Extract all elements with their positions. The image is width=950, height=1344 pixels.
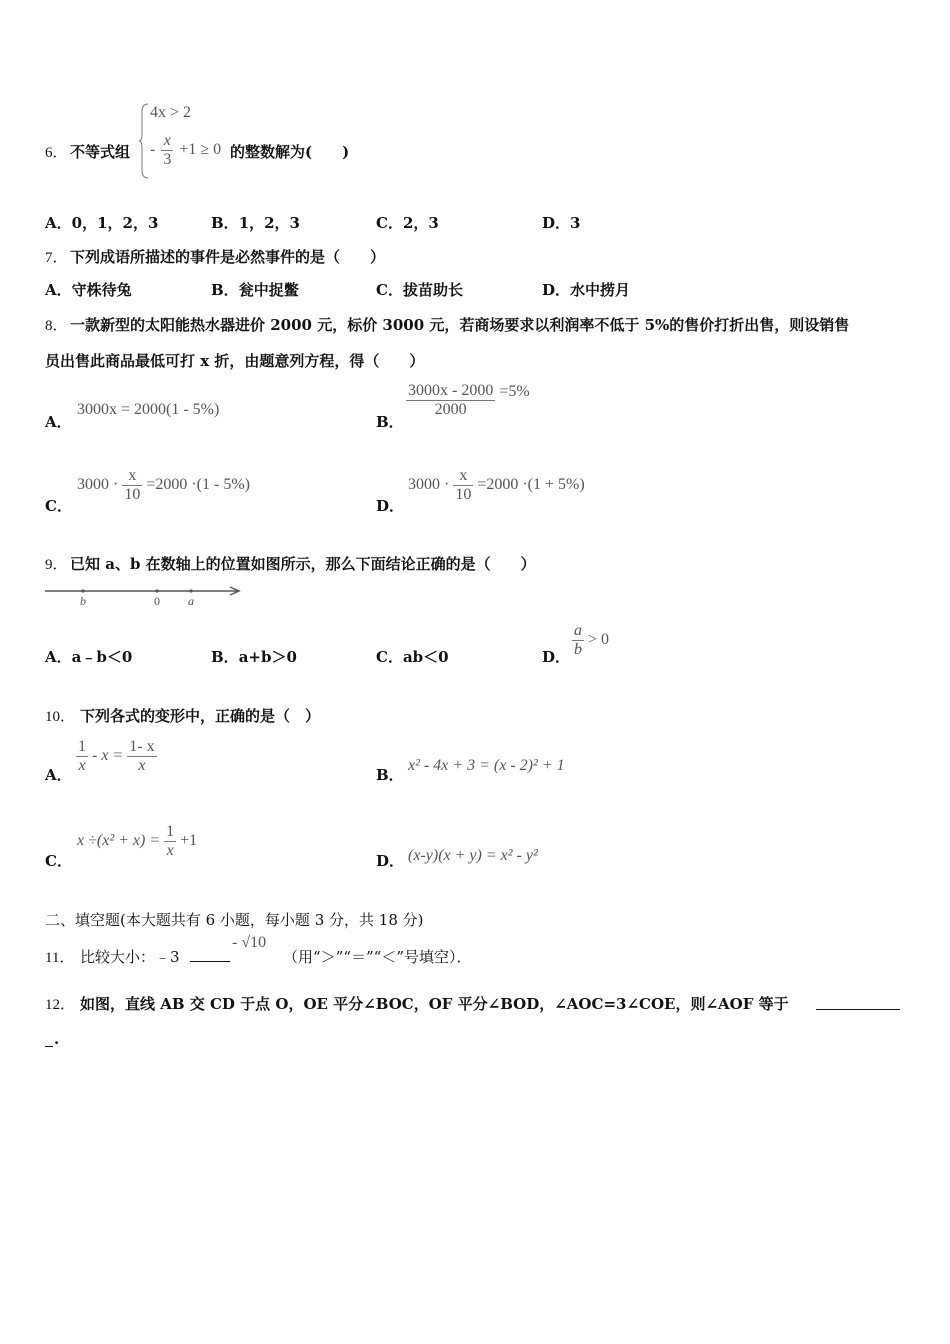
q7-option-a[interactable]: A．守株待兔 [45, 281, 132, 299]
q8-option-b-label[interactable]: B． [376, 413, 404, 431]
q6-option-a[interactable]: A．0，1，2，3 [45, 214, 159, 232]
q7-option-b[interactable]: B．瓮中捉鳖 [211, 281, 299, 299]
q10-option-d-label[interactable]: D． [376, 852, 405, 870]
q11-expr: - √10 [232, 934, 267, 951]
q6-option-b[interactable]: B．1，2，3 [211, 214, 300, 232]
point-zero-label: 0 [154, 594, 160, 606]
q6-option-c[interactable]: C．2，3 [376, 214, 439, 232]
q11-stem-post: （用“＞”“＝”“＜”号填空）． [283, 948, 472, 966]
point-b-label: b [80, 594, 86, 606]
q8-option-d-expr: 3000 · $\frac{x}{10}$ =2000 ·(1 + 5%) [408, 467, 585, 503]
q9-option-b[interactable]: B．a+b＞0 [211, 648, 297, 666]
q8-option-c-expr: 3000 · $\frac{x}{10}$ =2000 ·(1 - 5%) [77, 467, 250, 503]
q8-option-c-label[interactable]: C． [45, 497, 72, 515]
q6-system-line2: - $\frac{x}{3}$ +1 ≥ 0 [150, 132, 222, 168]
q11-stem-pre: 比较大小：﹣3 [80, 948, 180, 966]
q8-option-a-expr: 3000x = 2000(1 - 5%) [77, 401, 220, 418]
q8-option-b-expr: $\frac{3000x - 2000}{2000}$ =5% [408, 382, 530, 418]
q9-option-d-label[interactable]: D． [542, 648, 571, 666]
q11-number: 11． [45, 950, 75, 966]
q11-answer-blank[interactable] [190, 960, 230, 962]
q10-option-b-label[interactable]: B． [376, 766, 404, 784]
q9-option-a[interactable]: A．a﹣b＜0 [45, 648, 133, 666]
q6-number: 6． [45, 145, 68, 161]
q8-stem-line1: 一款新型的太阳能热水器进价 2000 元，标价 3000 元，若商场要求以利润率不低于 5%的售价打折出售，则设销售 [70, 316, 850, 334]
point-a-label: a [188, 594, 194, 606]
q8-option-d-label[interactable]: D． [376, 497, 405, 515]
q6-brace [138, 102, 150, 180]
q12-answer-blank[interactable] [816, 1008, 900, 1010]
q6-stem-pre: 不等式组 [70, 143, 131, 161]
q6-system-line1: 4x > 2 [150, 104, 192, 121]
q12-stem: 如图，直线 AB 交 CD 于点 O，OE 平分∠BOC，OF 平分∠BOD，∠AOC=3∠COE，则∠AOF 等于 [80, 995, 789, 1013]
q10-stem: 下列各式的变形中，正确的是（ ） [80, 707, 321, 725]
q9-stem: 已知 a、b 在数轴上的位置如图所示，那么下面结论正确的是（ ） [70, 555, 536, 573]
q7-option-d[interactable]: D．水中捞月 [542, 281, 631, 299]
q8-stem-line2: 员出售此商品最低可打 x 折，由题意列方程，得（ ） [45, 352, 425, 370]
q10-option-b-expr: x² - 4x + 3 = (x - 2)² + 1 [408, 757, 565, 774]
section-2-title: 二、填空题(本大题共有 6 小题，每小题 3 分，共 18 分) [45, 911, 424, 929]
q10-number: 10． [45, 709, 76, 725]
q8-number: 8． [45, 318, 68, 334]
q10-option-d-expr: (x-y)(x + y) = x² - y² [408, 847, 538, 864]
point-zero-dot [155, 589, 158, 592]
q10-option-c-expr: x ÷(x² + x) = $\frac{1}{x}$ +1 [77, 823, 198, 859]
q9-number-line [44, 584, 244, 606]
point-b-dot [81, 589, 84, 592]
q9-option-d-expr: $\frac{a}{b}$ > 0 [574, 622, 610, 658]
q10-option-a-label[interactable]: A． [45, 766, 72, 784]
q12-tail: . [54, 1030, 60, 1048]
q7-option-c[interactable]: C．拔苗助长 [376, 281, 463, 299]
q6-stem-post: 的整数解为( ) [230, 143, 350, 161]
q6-option-d[interactable]: D．3 [542, 214, 581, 232]
q12-answer-blank-tail[interactable] [45, 1045, 53, 1047]
q10-option-a-expr: $\frac{1}{x}$ - x = $\frac{1- x}{x}$ [78, 738, 155, 774]
q7-stem: 下列成语所描述的事件是必然事件的是（ ） [70, 248, 386, 266]
q9-number: 9． [45, 557, 68, 573]
point-a-dot [189, 589, 192, 592]
q10-option-c-label[interactable]: C． [45, 852, 72, 870]
q9-option-c[interactable]: C．ab＜0 [376, 648, 449, 666]
q8-option-a-label[interactable]: A． [45, 413, 72, 431]
q12-number: 12． [45, 997, 76, 1013]
q7-number: 7． [45, 250, 68, 266]
